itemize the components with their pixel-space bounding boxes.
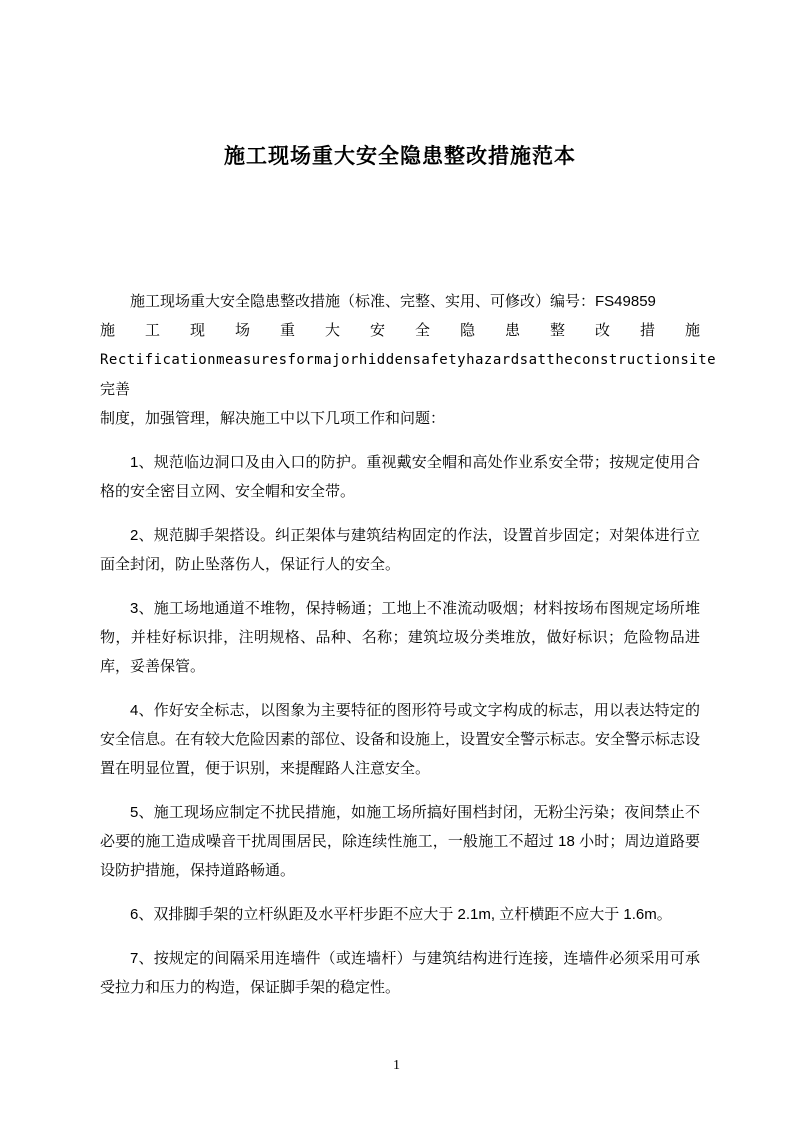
list-item-3: 3、施工场地通道不堆物，保持畅通；工地上不准流动吸烟；材料按场布图规定场所堆物，并桂好标识排，注明规格、品种、名称；建筑垃圾分类堆放，做好标识；危险物品进库，妥善保管。	[100, 600, 700, 675]
document-title: 施工现场重大安全隐患整改措施范本	[224, 145, 576, 168]
intro-paragraph	[100, 287, 717, 433]
document-content	[100, 140, 717, 1002]
intro-line-closing: 制度，加强管理，解决施工中以下几项工作和问题：	[100, 410, 446, 427]
list-item-7: 7、按规定的间隔采用连墙件（或连墙杆）与建筑结构进行连接，连墙件必须采用可承受拉力和压力的构造，保证脚手架的稳定性。	[100, 950, 700, 996]
intro-line-english	[100, 345, 717, 404]
intro-line-header: 施工现场重大安全隐患整改措施（标准、完整、实用、可修改）编号：FS49859	[130, 293, 656, 310]
list-item-2: 2、规范脚手架搭设。纠正架体与建筑结构固定的作法，设置首步固定；对架体进行立面全封闭，防止坠落伤人，保证行人的安全。	[100, 527, 700, 573]
list-item-1: 1、规范临边洞口及由入口的防护。重视戴安全帽和高处作业系安全带；按规定使用合格的安全密目立网、安全帽和安全带。	[100, 454, 700, 500]
list-item-6: 6、双排脚手架的立杆纵距及水平杆步距不应大于 2.1m, 立杆横距不应大于 1.6m。	[130, 906, 672, 923]
list-item-5: 5、施工现场应制定不扰民措施，如施工场所搞好围档封闭，无粉尘污染；夜间禁止不必要的施工造成噪音干扰周围居民，除连续性施工，一般施工不超过 18 小时；周边道路要设防护措施，保持道路畅通。	[100, 804, 700, 879]
english-subtitle-text: Rectificationmeasuresformajorhiddensafetyhazardsattheconstructionsite	[100, 352, 717, 368]
page-number: 1	[393, 1058, 400, 1073]
intro-line-spread-title: 施 工 现 场 重 大 安 全 隐 患 整 改 措 施	[100, 322, 700, 339]
list-item-4: 4、作好安全标志，以图象为主要特征的图形符号或文字构成的标志，用以表达特定的安全信息。在有较大危险因素的部位、设备和设施上，设置安全警示标志。安全警示标志设置在明显位置，便于识别，来提醒路人注意安全。	[100, 702, 701, 777]
english-subtitle-tail: 完善	[100, 381, 131, 398]
